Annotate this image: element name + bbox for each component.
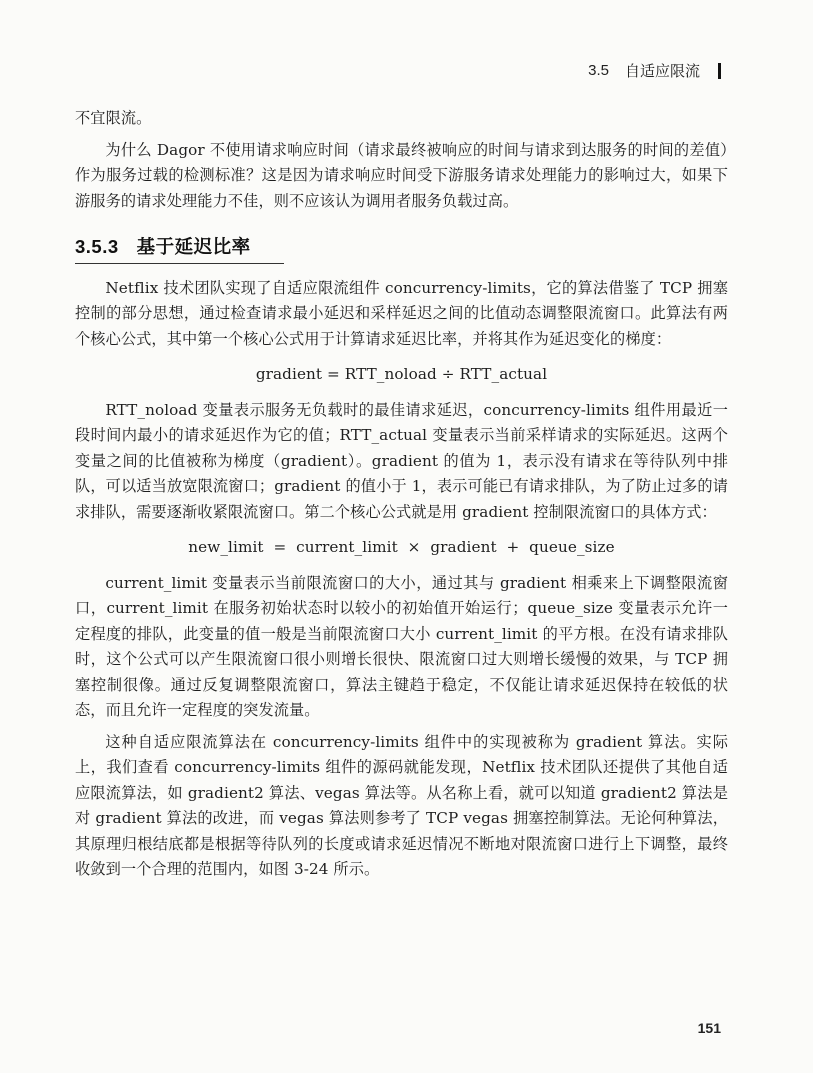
page-body	[75, 106, 728, 883]
section-number: 3.5.3	[75, 236, 119, 257]
formula-gradient: gradient = RTT_noload ÷ RTT_actual	[255, 365, 548, 383]
header-section-title: 自适应限流	[624, 63, 700, 80]
header-bar-mark	[718, 63, 721, 79]
paragraph-rtt: RTT_noload 变量表示服务无负载时的最佳请求延迟，concurrency-limits 组件用最近一段时间内最小的请求延迟作为它的值；RTT_actual 变量表示当前采样请求的实际延迟。这两个变量之间的比值被称为梯度（gradient）。gradient 的值为 1，表示没有请求在等待队列中排队，可以适当放宽限流窗口；gradient 的值小于 1，表示可能已有请求排队，为了防止过多的请求排队，需要逐渐收紧限流窗口。第二个核心公式就是用 gradient 控制限流窗口的具体方式：	[75, 400, 728, 521]
paragraph-algorithms: 这种自适应限流算法在 concurrency-limits 组件中的实现被称为 gradient 算法。实际上，我们查看 concurrency-limits 组件的源码就能发现，Netflix 技术团队还提供了其他自适应限流算法，如 gradient2 算法、vegas 算法等。从名称上看，就可以知道 gradient2 算法是对 gradient 算法的改进，而 vegas 算法则参考了 TCP vegas 拥塞控制算法。无论何种算法，其原理归根结底都是根据等待队列的长度或请求延迟情况不断地对限流窗口进行上下调整，最终收敛到一个合理的范围内，如图 3-24 所示。	[75, 732, 728, 878]
section-heading	[75, 234, 284, 264]
header-section-number: 3.5	[588, 62, 609, 79]
paragraph-dagor: 为什么 Dagor 不使用请求响应时间（请求最终被响应的时间与请求到达服务的时间的差值）作为服务过载的检测标准？这是因为请求响应时间受下游服务请求处理能力的影响过大，如果下游服务的请求处理能力不佳，则不应该认为调用者服务负载过高。	[75, 140, 728, 210]
page-number: 151	[697, 1020, 721, 1036]
paragraph-continuation: 不宜限流。	[75, 109, 152, 127]
paragraph-current-limit: current_limit 变量表示当前限流窗口的大小，通过其与 gradient 相乘来上下调整限流窗口，current_limit 在服务初始状态时以较小的初始值开始运行；queue_size 变量表示允许一定程度的排队，此变量的值一般是当前限流窗口大小 current_limit 的平方根。在没有请求排队时，这个公式可以产生限流窗口很小则增长很快、限流窗口过大则增长缓慢的效果，与 TCP 拥塞控制很像。通过反复调整限流窗口，算法主键趋于稳定，不仅能让请求延迟保持在较低的状态，而且允许一定程度的突发流量。	[75, 573, 728, 719]
paragraph-netflix: Netflix 技术团队实现了自适应限流组件 concurrency-limits，它的算法借鉴了 TCP 拥塞控制的部分思想，通过检查请求最小延迟和采样延迟之间的比值动态调整限流窗口。此算法有两个核心公式，其中第一个核心公式用于计算请求延迟比率，并将其作为延迟变化的梯度：	[75, 278, 728, 348]
formula-new-limit: new_limit = current_limit × gradient + queue_size	[188, 538, 615, 556]
section-title: 基于延迟比率	[136, 236, 251, 257]
running-header	[588, 60, 721, 81]
